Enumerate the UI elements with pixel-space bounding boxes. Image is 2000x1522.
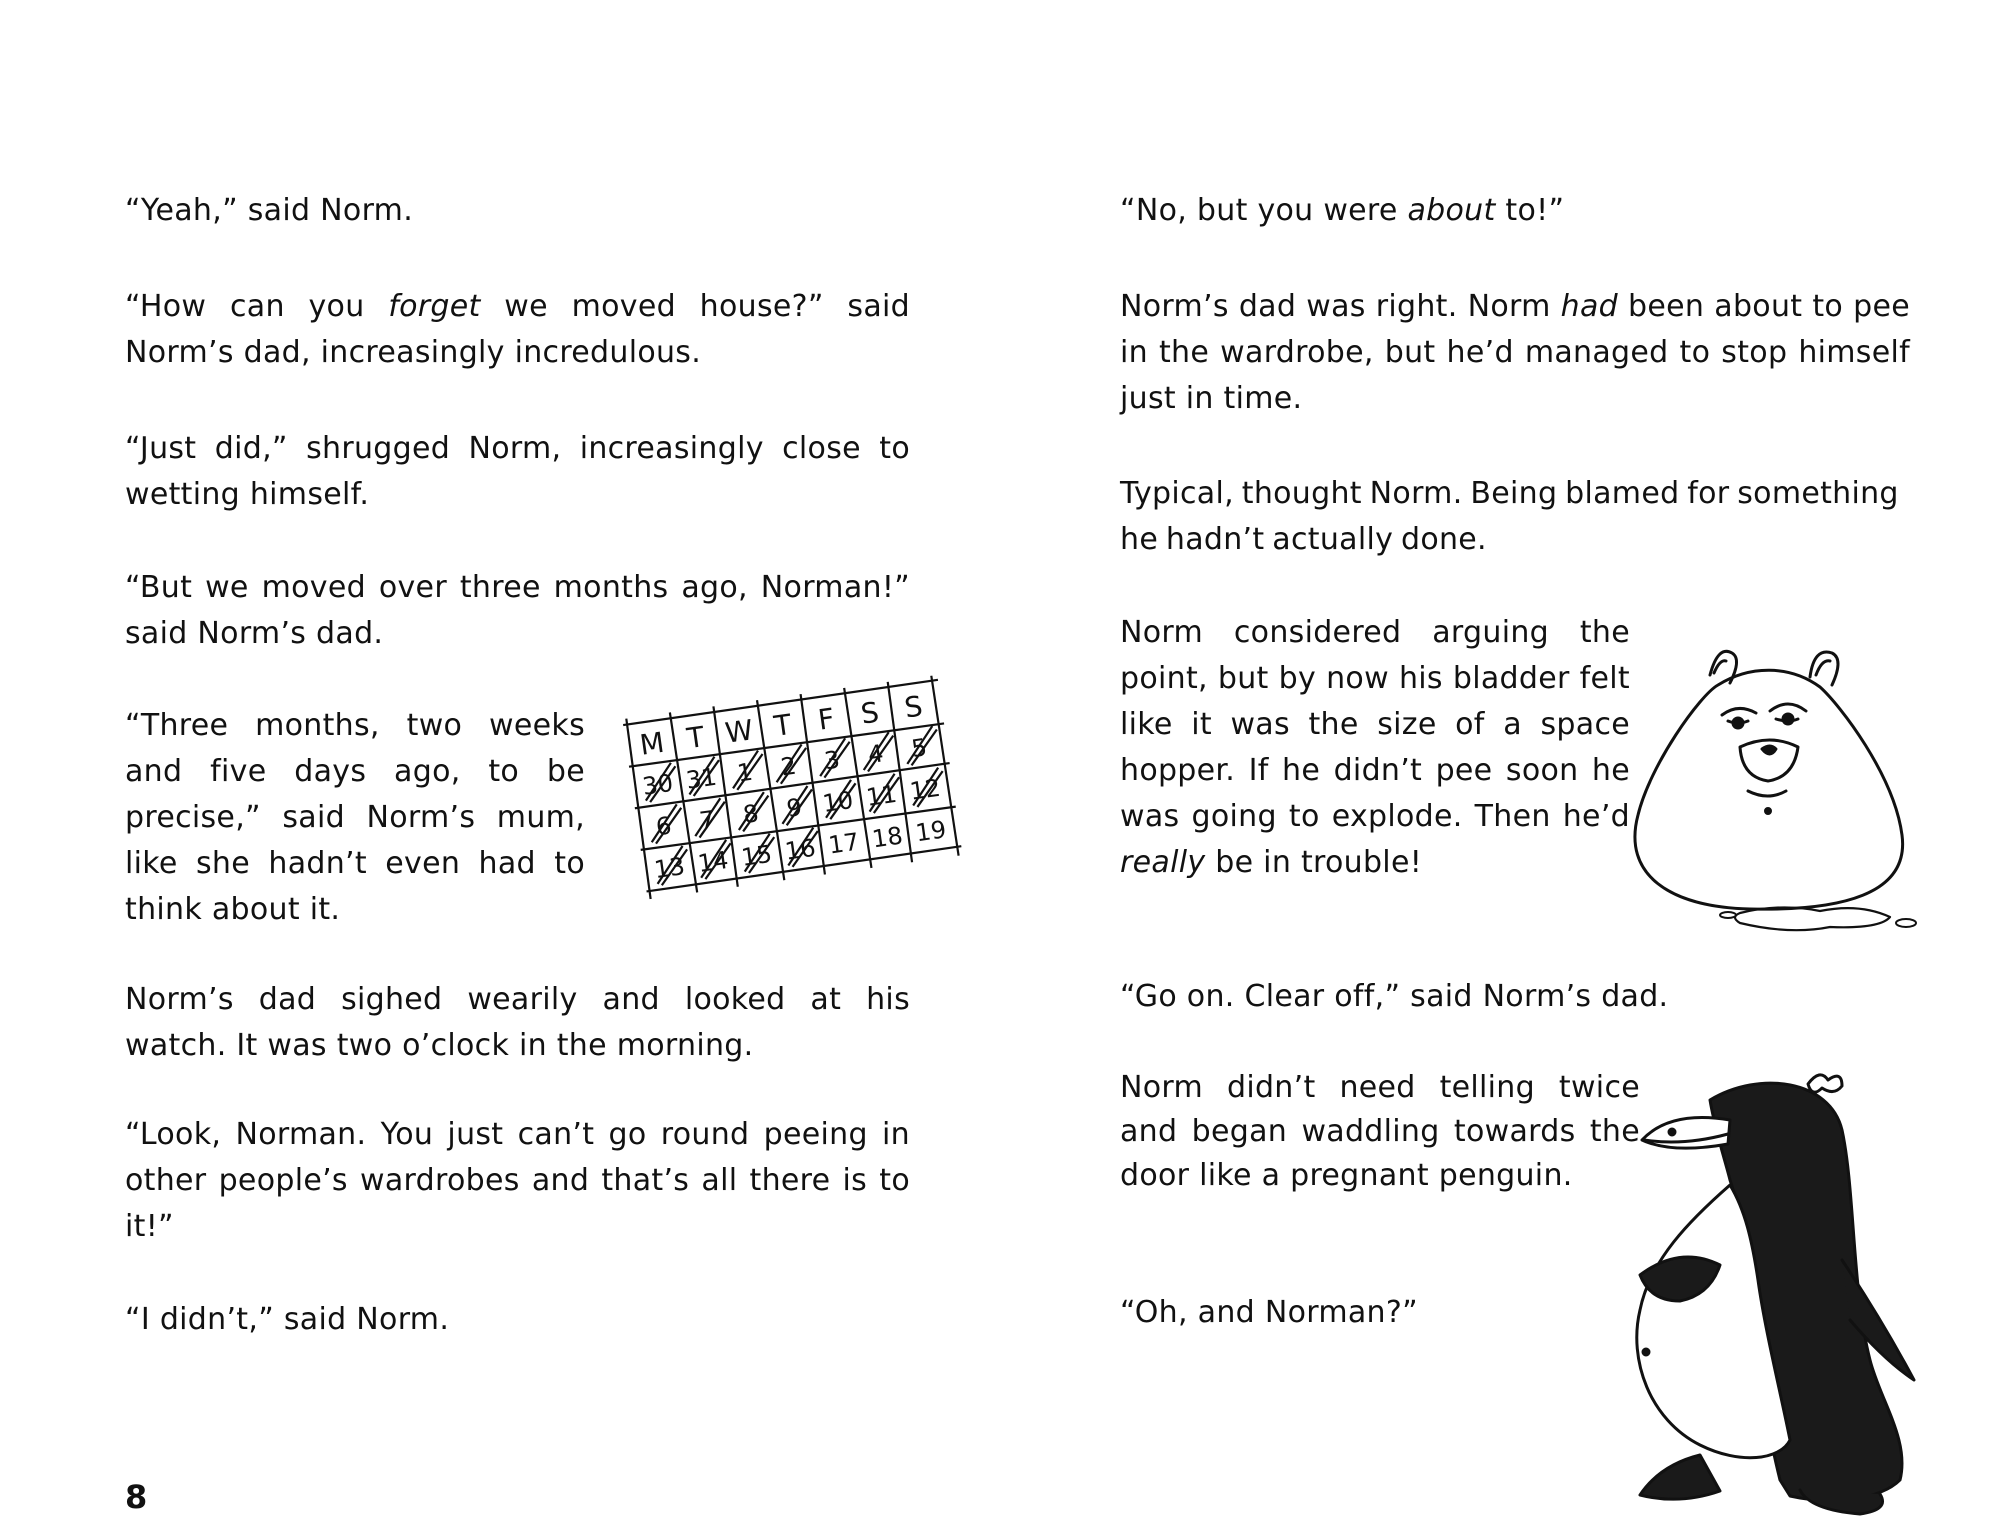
calendar-label: 2 [779,751,799,782]
norm-blob-drawing [1610,615,1930,935]
penguin-drawing [1580,1060,1940,1520]
italic-text: about [1407,193,1496,228]
text-run: to!” [1495,193,1565,228]
text-run: “Yeah,” said Norm. [125,193,414,228]
calendar-label: 7 [697,805,717,836]
calendar-label: S [902,689,925,725]
paragraph [1120,610,1630,886]
calendar-label: 10 [820,785,856,818]
paragraph [125,703,585,933]
calendar-label: 19 [913,815,949,848]
calendar-label: S [858,695,882,731]
text-run: “But we moved over three months ago, Norman!” said Norm’s dad. [125,570,910,651]
page-number: 8 [125,1478,148,1516]
text-run: “Look, Norman. You just can’t go round peeing in other people’s wardrobes and that’s all there is to it!” [125,1117,910,1244]
calendar-drawing [618,660,1008,920]
paragraph [125,977,910,1069]
calendar-label: 16 [783,833,818,866]
text-run: “Three months, two weeks and five days ago, to be precise,” said Norm’s mum, like she hadn’t even had to think about it. [125,708,585,927]
italic-text: forget [388,289,481,324]
right-page [1000,0,2000,1522]
text-run: Norm didn’t need telling twice and began waddling towards the door like a pregnant penguin. [1120,1070,1640,1193]
paragraph [125,1297,910,1343]
text-run: “Oh, and Norman?” [1120,1295,1418,1330]
calendar-label: 12 [908,773,943,806]
calendar-label: 3 [822,745,842,776]
paragraph [125,426,910,518]
text-run: Norm’s dad sighed wearily and looked at his watch. It was two o’clock in the morning. [125,982,910,1063]
calendar-label: 13 [652,852,687,885]
paragraph [125,565,910,657]
calendar-label: T [684,720,707,756]
text-run: “How can you [125,289,389,324]
paragraph [1120,471,1910,563]
calendar-illustration [618,660,1008,920]
paragraph [1120,974,1910,1020]
text-run: Norm’s dad was right. Norm [1120,289,1561,324]
calendar-label: 8 [741,799,761,830]
text-run: “No, but you were [1120,193,1408,228]
calendar-label: 6 [654,811,674,842]
calendar-label: 18 [870,821,905,854]
calendar-label: 31 [684,762,719,795]
text-run: “Just did,” shrugged Norm, increasingly close to wetting himself. [125,431,910,512]
calendar-label: 30 [640,768,675,801]
norm-blob-illustration [1610,615,1930,935]
paragraph [1120,1066,1640,1198]
paragraph [125,188,910,234]
calendar-label: 17 [826,827,861,860]
calendar-label: 9 [784,793,804,823]
text-run: “I didn’t,” said Norm. [125,1302,450,1337]
text-run: we moved house?” said Norm’s dad, increasingly incredulous. [125,289,910,370]
text-run: Typical, thought Norm. Being blamed for something he hadn’t actually done. [1120,476,1899,557]
calendar-label: 1 [735,757,755,788]
calendar-label: 4 [866,739,886,770]
paragraph [1120,284,1910,422]
text-run: be in trouble! [1205,845,1423,880]
calendar-label: T [771,707,794,743]
calendar-label: 14 [696,845,731,878]
italic-text: really [1120,845,1206,880]
calendar-label: W [723,713,756,750]
italic-text: had [1560,289,1619,324]
calendar-label: 5 [909,733,929,764]
text-run: “Go on. Clear off,” said Norm’s dad. [1120,979,1669,1014]
paragraph [125,1112,910,1250]
calendar-label: M [637,725,667,762]
text-run: Norm considered arguing the point, but by now his bladder felt like it was the size of a space hopper. If he didn’t pee soon he was going to explode. Then he’d [1120,615,1630,834]
calendar-label: 15 [739,839,774,872]
calendar-label: 11 [864,779,899,812]
penguin-illustration [1580,1060,1940,1520]
paragraph [125,284,910,376]
paragraph [1120,188,1910,234]
text-run: been about to pee in the wardrobe, but he’d managed to stop himself just in time. [1120,289,1910,416]
calendar-label: F [816,701,837,737]
